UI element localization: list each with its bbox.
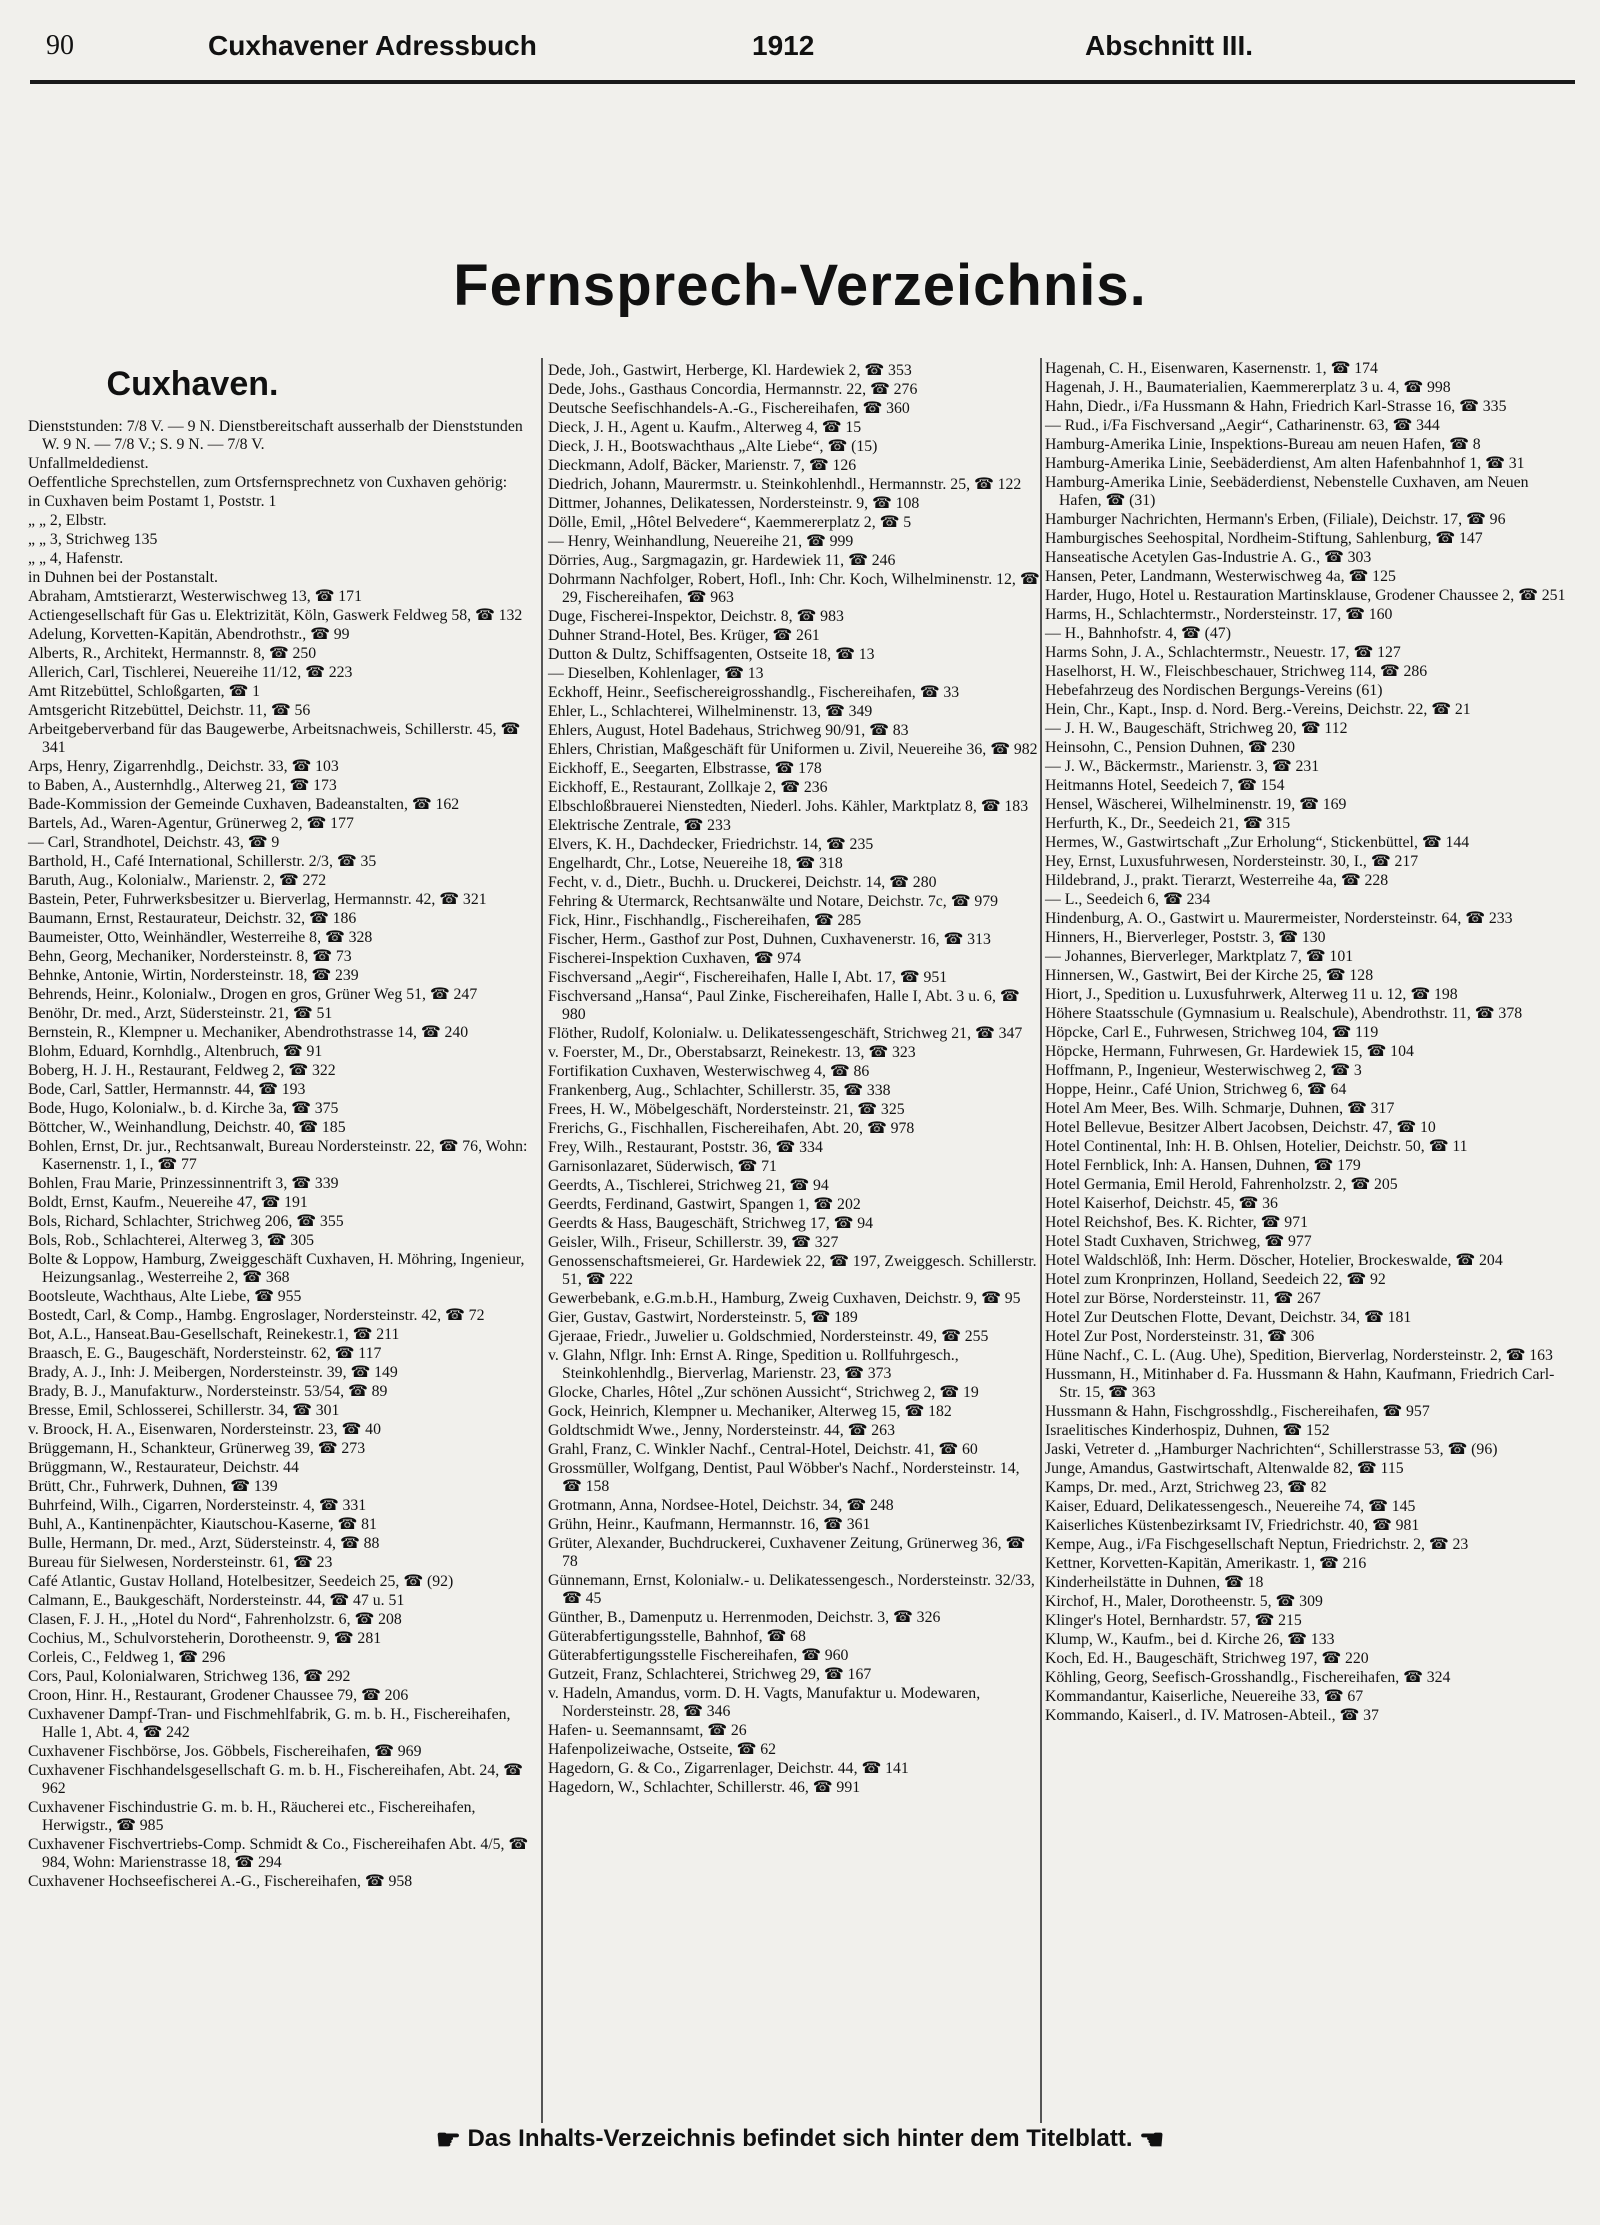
directory-entry: Heitmanns Hotel, Seedeich 7, ☎ 154	[1045, 777, 1285, 794]
directory-entry: Duhner Strand-Hotel, Bes. Krüger, ☎ 261	[548, 627, 820, 644]
directory-entry: Cuxhavener Fischhandelsgesellschaft G. m. b. H., Fischereihafen, Abt. 24, ☎ 962	[28, 1762, 523, 1797]
directory-entry: Hotel Fernblick, Inh: A. Hansen, Duhnen, ☎ 179	[1045, 1157, 1361, 1174]
directory-entry: Hotel Germania, Emil Herold, Fahrenholzstr. 2, ☎ 205	[1045, 1176, 1398, 1193]
directory-entry: Alberts, R., Architekt, Hermannstr. 8, ☎ 250	[28, 645, 317, 662]
directory-entry: Duge, Fischerei-Inspektor, Deichstr. 8, ☎ 983	[548, 608, 844, 625]
directory-entry: Garnisonlazaret, Süderwisch, ☎ 71	[548, 1158, 777, 1175]
directory-entry: Hotel Continental, Inh: H. B. Ohlsen, Hotelier, Deichstr. 50, ☎ 11	[1045, 1138, 1468, 1155]
book-title: Cuxhavener Adressbuch	[208, 30, 537, 61]
directory-entry: Frankenberg, Aug., Schlachter, Schillerstr. 35, ☎ 338	[548, 1082, 891, 1099]
directory-entry: Boldt, Ernst, Kaufm., Neuereihe 47, ☎ 191	[28, 1194, 308, 1211]
directory-entry: Hagenah, C. H., Eisenwaren, Kasernenstr. 1, ☎ 174	[1045, 360, 1378, 377]
directory-entry: Eckhoff, Heinr., Seefischereigrosshandlg., Fischereihafen, ☎ 33	[548, 684, 960, 701]
directory-entry: Eickhoff, E., Seegarten, Elbstrasse, ☎ 178	[548, 760, 822, 777]
directory-entry: Güterabfertigungsstelle Fischereihafen, ☎ 960	[548, 1647, 849, 1664]
directory-entry: v. Glahn, Nflgr. Inh: Ernst A. Ringe, Spedition u. Rollfuhrgesch., Steinkohlenhdlg., Bierverlag, Marienstr. 23, ☎ 373	[548, 1347, 959, 1382]
directory-entry: Frey, Wilh., Restaurant, Poststr. 36, ☎ 334	[548, 1139, 823, 1156]
directory-entry: Hotel Am Meer, Bes. Wilh. Schmarje, Duhnen, ☎ 317	[1045, 1100, 1395, 1117]
directory-entry: Hindenburg, A. O., Gastwirt u. Maurermeister, Nordersteinstr. 64, ☎ 233	[1045, 910, 1513, 927]
directory-entry: Cuxhavener Hochseefischerei A.-G., Fischereihafen, ☎ 958	[28, 1873, 413, 1890]
directory-entry: Abraham, Amtstierarzt, Westerwischweg 13, ☎ 171	[28, 588, 362, 605]
directory-entry: Hotel Kaiserhof, Deichstr. 45, ☎ 36	[1045, 1195, 1278, 1212]
directory-entry: Bernstein, R., Klempner u. Mechaniker, Abendrothstrasse 14, ☎ 240	[28, 1024, 469, 1041]
directory-entry: Brüggemann, H., Schankteur, Grünerweg 39, ☎ 273	[28, 1440, 366, 1457]
directory-entry: in Duhnen bei der Postanstalt.	[28, 569, 218, 586]
directory-entry: Hoffmann, P., Ingenieur, Westerwischweg 2, ☎ 3	[1045, 1062, 1362, 1079]
directory-entry: Hotel zum Kronprinzen, Holland, Seedeich 22, ☎ 92	[1045, 1271, 1386, 1288]
directory-entry: Grüter, Alexander, Buchdruckerei, Cuxhavener Zeitung, Grünerweg 36, ☎ 78	[548, 1535, 1026, 1570]
directory-entry: v. Hadeln, Amandus, vorm. D. H. Vagts, Manufaktur u. Modewaren, Nordersteinstr. 28, ☎ 346	[548, 1685, 981, 1720]
footer-text: Das Inhalts-Verzeichnis befindet sich hinter dem Titelblatt.	[467, 2124, 1133, 2152]
directory-entry: Brady, A. J., Inh: J. Meibergen, Nordersteinstr. 39, ☎ 149	[28, 1364, 398, 1381]
directory-entry: Behrends, Heinr., Kolonialw., Drogen en gros, Grüner Weg 51, ☎ 247	[28, 986, 478, 1003]
directory-entry: Hotel zur Börse, Nordersteinstr. 11, ☎ 267	[1045, 1290, 1321, 1307]
directory-entry: Koch, Ed. H., Baugeschäft, Strichweg 197, ☎ 220	[1045, 1650, 1369, 1667]
directory-entry: Geisler, Wilh., Friseur, Schillerstr. 39, ☎ 327	[548, 1234, 839, 1251]
directory-entry: Bot, A.L., Hanseat.Bau-Gesellschaft, Reinekestr.1, ☎ 211	[28, 1326, 400, 1343]
directory-entry: Harder, Hugo, Hotel u. Restauration Martinsklause, Grodener Chaussee 2, ☎ 251	[1045, 587, 1566, 604]
column-divider	[541, 358, 543, 2123]
directory-entry: Calmann, E., Baukgeschäft, Nordersteinstr. 44, ☎ 47 u. 51	[28, 1592, 405, 1609]
directory-entry: Cuxhavener Dampf-Tran- und Fischmehlfabrik, G. m. b. H., Fischereihafen, Halle 1, Abt. 4, ☎ 242	[28, 1706, 511, 1741]
directory-entry: „ „ 2, Elbstr.	[28, 512, 107, 529]
directory-entry: Hinnersen, W., Gastwirt, Bei der Kirche 25, ☎ 128	[1045, 967, 1374, 984]
directory-entry: Bols, Rob., Schlachterei, Alterweg 3, ☎ 305	[28, 1232, 314, 1249]
directory-entry: Bols, Richard, Schlachter, Strichweg 206, ☎ 355	[28, 1213, 344, 1230]
directory-column-1	[28, 418, 536, 1892]
directory-entry: Engelhardt, Chr., Lotse, Neuereihe 18, ☎ 318	[548, 855, 843, 872]
directory-entry: Hagedorn, W., Schlachter, Schillerstr. 46, ☎ 991	[548, 1779, 861, 1796]
directory-entry: Deutsche Seefischhandels-A.-G., Fischereihafen, ☎ 360	[548, 400, 910, 417]
directory-entry: Actiengesellschaft für Gas u. Elektrizität, Köln, Gaswerk Feldweg 58, ☎ 132	[28, 607, 523, 624]
directory-entry: Brütt, Chr., Fuhrwerk, Duhnen, ☎ 139	[28, 1478, 278, 1495]
directory-entry: Kommandantur, Kaiserliche, Neuereihe 33, ☎ 67	[1045, 1688, 1364, 1705]
directory-entry: Hanseatische Acetylen Gas-Industrie A. G., ☎ 303	[1045, 549, 1372, 566]
year: 1912	[752, 30, 815, 61]
directory-entry: Höpcke, Carl E., Fuhrwesen, Strichweg 104, ☎ 119	[1045, 1024, 1379, 1041]
directory-entry: Bootsleute, Wachthaus, Alte Liebe, ☎ 955	[28, 1288, 302, 1305]
directory-entry: Hamburg-Amerika Linie, Inspektions-Bureau am neuen Hafen, ☎ 8	[1045, 436, 1481, 453]
directory-entry: Dohrmann Nachfolger, Robert, Hofl., Inh: Chr. Koch, Wilhelminenstr. 12, ☎ 29, Fischereihafen, ☎ 963	[548, 571, 1040, 606]
directory-entry: Heinsohn, C., Pension Duhnen, ☎ 230	[1045, 739, 1296, 756]
directory-entry: Hildebrand, J., prakt. Tierarzt, Westerreihe 4a, ☎ 228	[1045, 872, 1389, 889]
directory-entry: Hamburg-Amerika Linie, Seebäderdienst, Am alten Hafenbahnhof 1, ☎ 31	[1045, 455, 1525, 472]
directory-entry: Ehlers, August, Hotel Badehaus, Strichweg 90/91, ☎ 83	[548, 722, 909, 739]
directory-entry: Hotel Zur Post, Nordersteinstr. 31, ☎ 306	[1045, 1328, 1315, 1345]
directory-entry: Hebefahrzeug des Nordischen Bergungs-Vereins (61)	[1045, 682, 1383, 699]
pointing-hand-left-icon: ☚	[1139, 2124, 1165, 2155]
directory-entry: Fischversand „Hansa“, Paul Zinke, Fischereihafen, Halle I, Abt. 3 u. 6, ☎ 980	[548, 988, 1020, 1023]
directory-entry: Bode, Carl, Sattler, Hermannstr. 44, ☎ 193	[28, 1081, 306, 1098]
directory-entry: Bresse, Emil, Schlosserei, Schillerstr. 34, ☎ 301	[28, 1402, 340, 1419]
directory-entry: Gewerbebank, e.G.m.b.H., Hamburg, Zweig Cuxhaven, Deichstr. 9, ☎ 95	[548, 1290, 1021, 1307]
directory-entry: — J. H. W., Baugeschäft, Strichweg 20, ☎ 112	[1045, 720, 1348, 737]
directory-entry: v. Broock, H. A., Eisenwaren, Nordersteinstr. 23, ☎ 40	[28, 1421, 381, 1438]
directory-entry: Flöther, Rudolf, Kolonialw. u. Delikatessengeschäft, Strichweg 21, ☎ 347	[548, 1025, 1023, 1042]
directory-entry: — Johannes, Bierverleger, Marktplatz 7, ☎ 101	[1045, 948, 1354, 965]
directory-entry: in Cuxhaven beim Postamt 1, Poststr. 1	[28, 493, 277, 510]
directory-entry: Hein, Chr., Kapt., Insp. d. Nord. Berg.-Vereins, Deichstr. 22, ☎ 21	[1045, 701, 1471, 718]
directory-entry: Haselhorst, H. W., Fleischbeschauer, Strichweg 114, ☎ 286	[1045, 663, 1428, 680]
directory-entry: Geerdts, Ferdinand, Gastwirt, Spangen 1, ☎ 202	[548, 1196, 861, 1213]
directory-entry: Bohlen, Frau Marie, Prinzessinnentrift 3, ☎ 339	[28, 1175, 339, 1192]
directory-entry: Hamburg-Amerika Linie, Seebäderdienst, Nebenstelle Cuxhaven, am Neuen Hafen, ☎ (31)	[1045, 474, 1529, 509]
directory-entry: Braasch, E. G., Baugeschäft, Nordersteinstr. 62, ☎ 117	[28, 1345, 382, 1362]
directory-entry: — L., Seedeich 6, ☎ 234	[1045, 891, 1211, 908]
directory-entry: Barthold, H., Café International, Schillerstr. 2/3, ☎ 35	[28, 853, 377, 870]
directory-entry: Dieck, J. H., Bootswachthaus „Alte Liebe“, ☎ (15)	[548, 438, 878, 455]
directory-entry: Böttcher, W., Weinhandlung, Deichstr. 40, ☎ 185	[28, 1119, 346, 1136]
directory-entry: Bode, Hugo, Kolonialw., b. d. Kirche 3a, ☎ 375	[28, 1100, 339, 1117]
directory-entry: Harms, H., Schlachtermstr., Nordersteinstr. 17, ☎ 160	[1045, 606, 1393, 623]
directory-entry: Hagenah, J. H., Baumaterialien, Kaemmererplatz 3 u. 4, ☎ 998	[1045, 379, 1451, 396]
directory-entry: Behnke, Antonie, Wirtin, Nordersteinstr. 18, ☎ 239	[28, 967, 359, 984]
directory-entry: Amt Ritzebüttel, Schloßgarten, ☎ 1	[28, 683, 261, 700]
directory-entry: v. Foerster, M., Dr., Oberstabsarzt, Reinekestr. 13, ☎ 323	[548, 1044, 916, 1061]
directory-entry: — H., Bahnhofstr. 4, ☎ (47)	[1045, 625, 1231, 642]
directory-entry: Hamburger Nachrichten, Hermann's Erben, (Filiale), Deichstr. 17, ☎ 96	[1045, 511, 1506, 528]
directory-entry: — Dieselben, Kohlenlager, ☎ 13	[548, 665, 764, 682]
directory-entry: Hussmann, H., Mitinhaber d. Fa. Hussmann & Hahn, Kaufmann, Friedrich Carl-Str. 15, ☎ 363	[1045, 1366, 1555, 1401]
directory-entry: Geerdts, A., Tischlerei, Strichweg 21, ☎ 94	[548, 1177, 829, 1194]
directory-entry: Gock, Heinrich, Klempner u. Mechaniker, Alterweg 15, ☎ 182	[548, 1403, 952, 1420]
directory-entry: Arps, Henry, Zigarrenhdlg., Deichstr. 33, ☎ 103	[28, 758, 339, 775]
directory-entry: Hotel Reichshof, Bes. K. Richter, ☎ 971	[1045, 1214, 1308, 1231]
page-number: 90	[46, 30, 74, 61]
directory-entry: Genossenschaftsmeierei, Gr. Hardewiek 22, ☎ 197, Zweiggesch. Schillerstr. 51, ☎ 222	[548, 1253, 1037, 1288]
directory-entry: Geerdts & Hass, Baugeschäft, Strichweg 17, ☎ 94	[548, 1215, 874, 1232]
page-header	[0, 22, 1600, 82]
directory-entry: Dede, Johs., Gasthaus Concordia, Hermannstr. 22, ☎ 276	[548, 381, 918, 398]
directory-entry: Hotel Waldschlöß, Inh: Herm. Döscher, Hotelier, Brockeswalde, ☎ 204	[1045, 1252, 1503, 1269]
directory-entry: Ehlers, Christian, Maßgeschäft für Uniformen u. Zivil, Neuereihe 36, ☎ 982	[548, 741, 1038, 758]
directory-entry: Bohlen, Ernst, Dr. jur., Rechtsanwalt, Bureau Nordersteinstr. 22, ☎ 76, Wohn: Kasernenstr. 1, I., ☎ 77	[28, 1138, 528, 1173]
directory-entry: Buhl, A., Kantinenpächter, Kiautschou-Kaserne, ☎ 81	[28, 1516, 377, 1533]
directory-entry: — Henry, Weinhandlung, Neuereihe 21, ☎ 999	[548, 533, 854, 550]
directory-entry: „ „ 4, Hafenstr.	[28, 550, 124, 567]
directory-entry: Gutzeit, Franz, Schlachterei, Strichweg 29, ☎ 167	[548, 1666, 872, 1683]
directory-entry: Fortifikation Cuxhaven, Westerwischweg 4, ☎ 86	[548, 1063, 870, 1080]
directory-entry: Grahl, Franz, C. Winkler Nachf., Central-Hotel, Deichstr. 41, ☎ 60	[548, 1441, 978, 1458]
directory-entry: Herfurth, K., Dr., Seedeich 21, ☎ 315	[1045, 815, 1291, 832]
header-rule	[30, 80, 1575, 84]
directory-entry: Hotel Stadt Cuxhaven, Strichweg, ☎ 977	[1045, 1233, 1312, 1250]
directory-entry: Hansen, Peter, Landmann, Westerwischweg 4a, ☎ 125	[1045, 568, 1396, 585]
directory-entry: Brady, B. J., Manufakturw., Nordersteinstr. 53/54, ☎ 89	[28, 1383, 388, 1400]
directory-entry: Hafenpolizeiwache, Ostseite, ☎ 62	[548, 1741, 777, 1758]
directory-entry: Baumann, Ernst, Restaurateur, Deichstr. 32, ☎ 186	[28, 910, 357, 927]
directory-entry: Cochius, M., Schulvorsteherin, Dorotheenstr. 9, ☎ 281	[28, 1630, 382, 1647]
directory-entry: Hussmann & Hahn, Fischgrosshdlg., Fischereihafen, ☎ 957	[1045, 1403, 1430, 1420]
directory-entry: Hahn, Diedr., i/Fa Hussmann & Hahn, Friedrich Karl-Strasse 16, ☎ 335	[1045, 398, 1507, 415]
directory-entry: Oeffentliche Sprechstellen, zum Ortsfernsprechnetz von Cuxhaven gehörig:	[28, 474, 508, 491]
directory-entry: Kommando, Kaiserl., d. IV. Matrosen-Abteil., ☎ 37	[1045, 1707, 1379, 1724]
directory-column-2	[548, 362, 1043, 1798]
directory-entry: Hagedorn, G. & Co., Zigarrenlager, Deichstr. 44, ☎ 141	[548, 1760, 909, 1777]
directory-entry: Fick, Hinr., Fischhandlg., Fischereihafen, ☎ 285	[548, 912, 862, 929]
directory-entry: Frerichs, G., Fischhallen, Fischereihafen, Abt. 20, ☎ 978	[548, 1120, 915, 1137]
directory-entry: Höpcke, Hermann, Fuhrwesen, Gr. Hardewiek 15, ☎ 104	[1045, 1043, 1414, 1060]
directory-entry: Brüggmann, W., Restaurateur, Deichstr. 44	[28, 1459, 299, 1476]
directory-entry: Diedrich, Johann, Maurermstr. u. Steinkohlenhdl., Hermannstr. 25, ☎ 122	[548, 476, 1022, 493]
directory-entry: Kempe, Aug., i/Fa Fischgesellschaft Neptun, Friedrichstr. 2, ☎ 23	[1045, 1536, 1469, 1553]
city-heading: Cuxhaven.	[106, 365, 279, 403]
directory-entry: Köhling, Georg, Seefisch-Grosshandlg., Fischereihafen, ☎ 324	[1045, 1669, 1451, 1686]
directory-entry: Amtsgericht Ritzebüttel, Deichstr. 11, ☎ 56	[28, 702, 311, 719]
directory-entry: Cuxhavener Fischvertriebs-Comp. Schmidt & Co., Fischereihafen Abt. 4/5, ☎ 984, Wohn: Marienstrasse 18, ☎ 294	[28, 1836, 529, 1871]
directory-entry: Dede, Joh., Gastwirt, Herberge, Kl. Hardewiek 2, ☎ 353	[548, 362, 912, 379]
directory-entry: Bolte & Loppow, Hamburg, Zweiggeschäft Cuxhaven, H. Möhring, Ingenieur, Heizungsanlag., Westerreihe 2, ☎ 368	[28, 1251, 525, 1286]
directory-entry: Elektrische Zentrale, ☎ 233	[548, 817, 731, 834]
directory-entry: Fecht, v. d., Dietr., Buchh. u. Druckerei, Deichstr. 14, ☎ 280	[548, 874, 937, 891]
directory-entry: Hotel Bellevue, Besitzer Albert Jacobsen, Deichstr. 47, ☎ 10	[1045, 1119, 1436, 1136]
directory-entry: Elvers, K. H., Dachdecker, Friedrichstr. 14, ☎ 235	[548, 836, 874, 853]
directory-entry: Unfallmeldedienst.	[28, 455, 149, 472]
directory-entry: to Baben, A., Austernhdlg., Alterweg 21, ☎ 173	[28, 777, 337, 794]
directory-entry: Hermes, W., Gastwirtschaft „Zur Erholung“, Stickenbüttel, ☎ 144	[1045, 834, 1470, 851]
directory-entry: Ehler, L., Schlachterei, Wilhelminenstr. 13, ☎ 349	[548, 703, 873, 720]
directory-entry: Fischversand „Aegir“, Fischereihafen, Halle I, Abt. 17, ☎ 951	[548, 969, 948, 986]
directory-entry: Fehring & Utermarck, Rechtsanwälte und Notare, Deichstr. 7c, ☎ 979	[548, 893, 999, 910]
directory-entry: Israelitisches Kinderhospiz, Duhnen, ☎ 152	[1045, 1422, 1330, 1439]
footer-note	[0, 2123, 1600, 2156]
directory-column-3	[1045, 360, 1575, 1726]
directory-entry: Günther, B., Damenputz u. Herrenmoden, Deichstr. 3, ☎ 326	[548, 1609, 941, 1626]
directory-entry: Baumeister, Otto, Weinhändler, Westerreihe 8, ☎ 328	[28, 929, 373, 946]
directory-entry: Grossmüller, Wolfgang, Dentist, Paul Wöbber's Nachf., Nordersteinstr. 14, ☎ 158	[548, 1460, 1020, 1495]
directory-entry: Croon, Hinr. H., Restaurant, Grodener Chaussee 79, ☎ 206	[28, 1687, 409, 1704]
directory-entry: Hoppe, Heinr., Café Union, Strichweg 6, ☎ 64	[1045, 1081, 1347, 1098]
directory-entry: — Carl, Strandhotel, Deichstr. 43, ☎ 9	[28, 834, 280, 851]
directory-entry: Corleis, C., Feldweg 1, ☎ 296	[28, 1649, 226, 1666]
directory-entry: Kinderheilstätte in Duhnen, ☎ 18	[1045, 1574, 1264, 1591]
directory-entry: Bostedt, Carl, & Comp., Hambg. Engroslager, Nordersteinstr. 42, ☎ 72	[28, 1307, 485, 1324]
directory-entry: Behn, Georg, Mechaniker, Nordersteinstr. 8, ☎ 73	[28, 948, 352, 965]
directory-entry: Dieckmann, Adolf, Bäcker, Marienstr. 7, ☎ 126	[548, 457, 857, 474]
directory-entry: Klinger's Hotel, Bernhardstr. 57, ☎ 215	[1045, 1612, 1302, 1629]
directory-entry: Frees, H. W., Möbelgeschäft, Nordersteinstr. 21, ☎ 325	[548, 1101, 905, 1118]
directory-entry: Hamburgisches Seehospital, Nordheim-Stiftung, Sahlenburg, ☎ 147	[1045, 530, 1483, 547]
directory-entry: Günnemann, Ernst, Kolonialw.- u. Delikatessengesch., Nordersteinstr. 32/33, ☎ 45	[548, 1572, 1035, 1607]
directory-entry: Café Atlantic, Gustav Holland, Hotelbesitzer, Seedeich 25, ☎ (92)	[28, 1573, 454, 1590]
directory-entry: Fischerei-Inspektion Cuxhaven, ☎ 974	[548, 950, 802, 967]
directory-entry: Goldtschmidt Wwe., Jenny, Nordersteinstr. 44, ☎ 263	[548, 1422, 895, 1439]
directory-entry: Hensel, Wäscherei, Wilhelminenstr. 19, ☎ 169	[1045, 796, 1347, 813]
directory-entry: Bulle, Hermann, Dr. med., Arzt, Südersteinstr. 4, ☎ 88	[28, 1535, 380, 1552]
directory-entry: Hüne Nachf., C. L. (Aug. Uhe), Spedition, Bierverlag, Nordersteinstr. 2, ☎ 163	[1045, 1347, 1553, 1364]
directory-entry: Kettner, Korvetten-Kapitän, Amerikastr. 1, ☎ 216	[1045, 1555, 1367, 1572]
directory-entry: Gier, Gustav, Gastwirt, Nordersteinstr. 5, ☎ 189	[548, 1309, 858, 1326]
directory-entry: Kaiser, Eduard, Delikatessengesch., Neuereihe 74, ☎ 145	[1045, 1498, 1416, 1515]
directory-entry: Gjeraae, Friedr., Juwelier u. Goldschmied, Nordersteinstr. 49, ☎ 255	[548, 1328, 989, 1345]
directory-entry: Kaiserliches Küstenbezirksamt IV, Friedrichstr. 40, ☎ 981	[1045, 1517, 1420, 1534]
directory-entry: Grühn, Heinr., Kaufmann, Hermannstr. 16, ☎ 361	[548, 1516, 871, 1533]
directory-entry: Buhrfeind, Wilh., Cigarren, Nordersteinstr. 4, ☎ 331	[28, 1497, 367, 1514]
section-label: Abschnitt III.	[1085, 30, 1253, 61]
directory-entry: — J. W., Bäckermstr., Marienstr. 3, ☎ 231	[1045, 758, 1320, 775]
directory-entry: Elbschloßbrauerei Nienstedten, Niederl. Johs. Kähler, Marktplatz 8, ☎ 183	[548, 798, 1029, 815]
directory-entry: Bureau für Sielwesen, Nordersteinstr. 61, ☎ 23	[28, 1554, 333, 1571]
directory-entry: Blohm, Eduard, Kornhdlg., Altenbruch, ☎ 91	[28, 1043, 323, 1060]
directory-entry: Hotel Zur Deutschen Flotte, Devant, Deichstr. 34, ☎ 181	[1045, 1309, 1412, 1326]
directory-entry: Glocke, Charles, Hôtel „Zur schönen Aussicht“, Strichweg 2, ☎ 19	[548, 1384, 979, 1401]
directory-entry: Höhere Staatsschule (Gymnasium u. Realschule), Abendrothstr. 11, ☎ 378	[1045, 1005, 1523, 1022]
directory-entry: Cuxhavener Fischbörse, Jos. Göbbels, Fischereihafen, ☎ 969	[28, 1743, 422, 1760]
directory-entry: Güterabfertigungsstelle, Bahnhof, ☎ 68	[548, 1628, 806, 1645]
directory-entry: Dittmer, Johannes, Delikatessen, Nordersteinstr. 9, ☎ 108	[548, 495, 920, 512]
directory-entry: Hinners, H., Bierverleger, Poststr. 3, ☎ 130	[1045, 929, 1326, 946]
directory-entry: Arbeitgeberverband für das Baugewerbe, Arbeitsnachweis, Schillerstr. 45, ☎ 341	[28, 721, 521, 756]
directory-entry: Baruth, Aug., Kolonialw., Marienstr. 2, ☎ 272	[28, 872, 327, 889]
directory-entry: Boberg, H. J. H., Restaurant, Feldweg 2, ☎ 322	[28, 1062, 336, 1079]
directory-entry: Dölle, Emil, „Hôtel Belvedere“, Kaemmererplatz 2, ☎ 5	[548, 514, 912, 531]
directory-entry: Jaski, Vetreter d. „Hamburger Nachrichten“, Schillerstrasse 53, ☎ (96)	[1045, 1441, 1498, 1458]
directory-entry: Kamps, Dr. med., Arzt, Strichweg 23, ☎ 82	[1045, 1479, 1327, 1496]
directory-entry: Fischer, Herm., Gasthof zur Post, Duhnen, Cuxhavenerstr. 16, ☎ 313	[548, 931, 991, 948]
directory-entry: Dutton & Dultz, Schiffsagenten, Ostseite 18, ☎ 13	[548, 646, 875, 663]
page-title: Fernsprech-Verzeichnis.	[453, 253, 1147, 318]
pointing-hand-right-icon: ☛	[435, 2124, 461, 2155]
directory-entry: Adelung, Korvetten-Kapitän, Abendrothstr., ☎ 99	[28, 626, 350, 643]
directory-entry: Cuxhavener Fischindustrie G. m. b. H., Räucherei etc., Fischereihafen, Herwigstr., ☎ 985	[28, 1799, 476, 1834]
directory-entry: Cors, Paul, Kolonialwaren, Strichweg 136, ☎ 292	[28, 1668, 351, 1685]
directory-entry: — Rud., i/Fa Fischversand „Aegir“, Catharinenstr. 63, ☎ 344	[1045, 417, 1440, 434]
directory-entry: Bade-Kommission der Gemeinde Cuxhaven, Badeanstalten, ☎ 162	[28, 796, 460, 813]
directory-entry: „ „ 3, Strichweg 135	[28, 531, 158, 548]
directory-entry: Benöhr, Dr. med., Arzt, Südersteinstr. 21, ☎ 51	[28, 1005, 333, 1022]
directory-entry: Hafen- u. Seemannsamt, ☎ 26	[548, 1722, 747, 1739]
directory-entry: Klump, W., Kaufm., bei d. Kirche 26, ☎ 133	[1045, 1631, 1335, 1648]
directory-entry: Bastein, Peter, Fuhrwerksbesitzer u. Bierverlag, Hermannstr. 42, ☎ 321	[28, 891, 487, 908]
directory-entry: Harms Sohn, J. A., Schlachtermstr., Neuestr. 17, ☎ 127	[1045, 644, 1401, 661]
directory-entry: Hey, Ernst, Luxusfuhrwesen, Nordersteinstr. 30, I., ☎ 217	[1045, 853, 1419, 870]
directory-entry: Eickhoff, E., Restaurant, Zollkaje 2, ☎ 236	[548, 779, 828, 796]
directory-entry: Dieck, J. H., Agent u. Kaufm., Alterweg 4, ☎ 15	[548, 419, 862, 436]
directory-entry: Dienststunden: 7/8 V. — 9 N. Dienstbereitschaft ausserhalb der Dienststunden W. 9 N. — 7/8 V.; S. 9 N. — 7/8 V.	[28, 418, 523, 453]
directory-entry: Junge, Amandus, Gastwirtschaft, Altenwalde 82, ☎ 115	[1045, 1460, 1404, 1477]
directory-entry: Grotmann, Anna, Nordsee-Hotel, Deichstr. 34, ☎ 248	[548, 1497, 894, 1514]
directory-entry: Dörries, Aug., Sargmagazin, gr. Hardewiek 11, ☎ 246	[548, 552, 896, 569]
directory-entry: Hiort, J., Spedition u. Luxusfuhrwerk, Alterweg 11 u. 12, ☎ 198	[1045, 986, 1458, 1003]
directory-entry: Kirchof, H., Maler, Dorotheenstr. 5, ☎ 309	[1045, 1593, 1323, 1610]
directory-entry: Clasen, F. J. H., „Hotel du Nord“, Fahrenholzstr. 6, ☎ 208	[28, 1611, 402, 1628]
directory-entry: Bartels, Ad., Waren-Agentur, Grünerweg 2, ☎ 177	[28, 815, 354, 832]
directory-entry: Allerich, Carl, Tischlerei, Neuereihe 11/12, ☎ 223	[28, 664, 353, 681]
